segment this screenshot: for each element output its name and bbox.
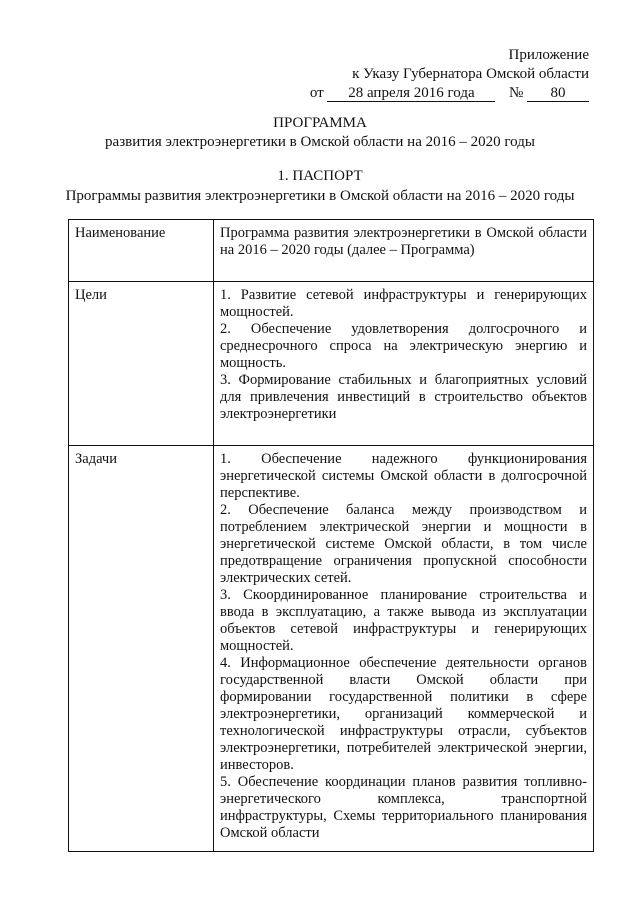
row-value-tasks [214, 446, 594, 852]
appendix-block [310, 46, 589, 103]
task-item: 1. Обеспечение надежного функционирования энергетической системы Омской области в долгосрочной перспективе. [220, 451, 587, 501]
task-item: 3. Скоординированное планирование строительства и ввода в эксплуатацию, а также вывода из эксплуатации объектов сетевой инфраструктуры и генерирующих мощностей. [220, 587, 587, 654]
table-row [69, 282, 594, 446]
row-value-name: Программа развития электроэнергетики в Омской области на 2016 – 2020 годы (далее – Программа) [214, 220, 594, 282]
row-label-tasks: Задачи [69, 446, 214, 852]
appendix-number-label: № [508, 85, 524, 101]
task-item: 5. Обеспечение координации планов развития топливно-энергетического комплекса, транспортной инфраструктуры, Схемы территориального планирования Омской области [220, 774, 587, 841]
task-item: 4. Информационное обеспечение деятельности органов государственной власти Омской области при формировании государственной политики в сфере электроэнергетики, организаций коммерческой и технологической инфраструктуры отрасли, субъектов электроэнергетики, потребителей электрической энергии, инвесторов. [220, 655, 587, 773]
task-item: 2. Обеспечение баланса между производством и потреблением электрической энергии и мощности в энергетической системе Омской области, в том числе предотвращение ограничения пропускной способности электрических сетей. [220, 502, 587, 586]
program-title: ПРОГРАММА [273, 115, 367, 131]
row-label-goals: Цели [69, 282, 214, 446]
row-value-goals [214, 282, 594, 446]
goal-item: 1. Развитие сетевой инфраструктуры и генерирующих мощностей. [220, 287, 587, 320]
appendix-title: Приложение [508, 47, 589, 63]
appendix-decree: к Указу Губернатора Омской области [352, 66, 589, 82]
section-title: 1. ПАСПОРТ [277, 168, 363, 184]
table-row [69, 446, 594, 852]
goal-item: 2. Обеспечение удовлетворения долгосрочного и среднесрочного спроса на электрическую энергию и мощность. [220, 321, 587, 371]
appendix-date: 28 апреля 2016 года [327, 86, 495, 102]
section-subtitle: Программы развития электроэнергетики в Омской области на 2016 – 2020 годы [65, 188, 575, 204]
program-subtitle: развития электроэнергетики в Омской области на 2016 – 2020 годы [105, 134, 535, 150]
passport-table [68, 219, 594, 852]
goal-item: 3. Формирование стабильных и благоприятных условий для привлечения инвестиций в строительство объектов электроэнергетики [220, 372, 587, 422]
table-row [69, 220, 594, 282]
appendix-from-label: от [309, 85, 324, 101]
appendix-number: 80 [527, 86, 589, 102]
row-label-name: Наименование [69, 220, 214, 282]
appendix-date-line [310, 84, 589, 103]
